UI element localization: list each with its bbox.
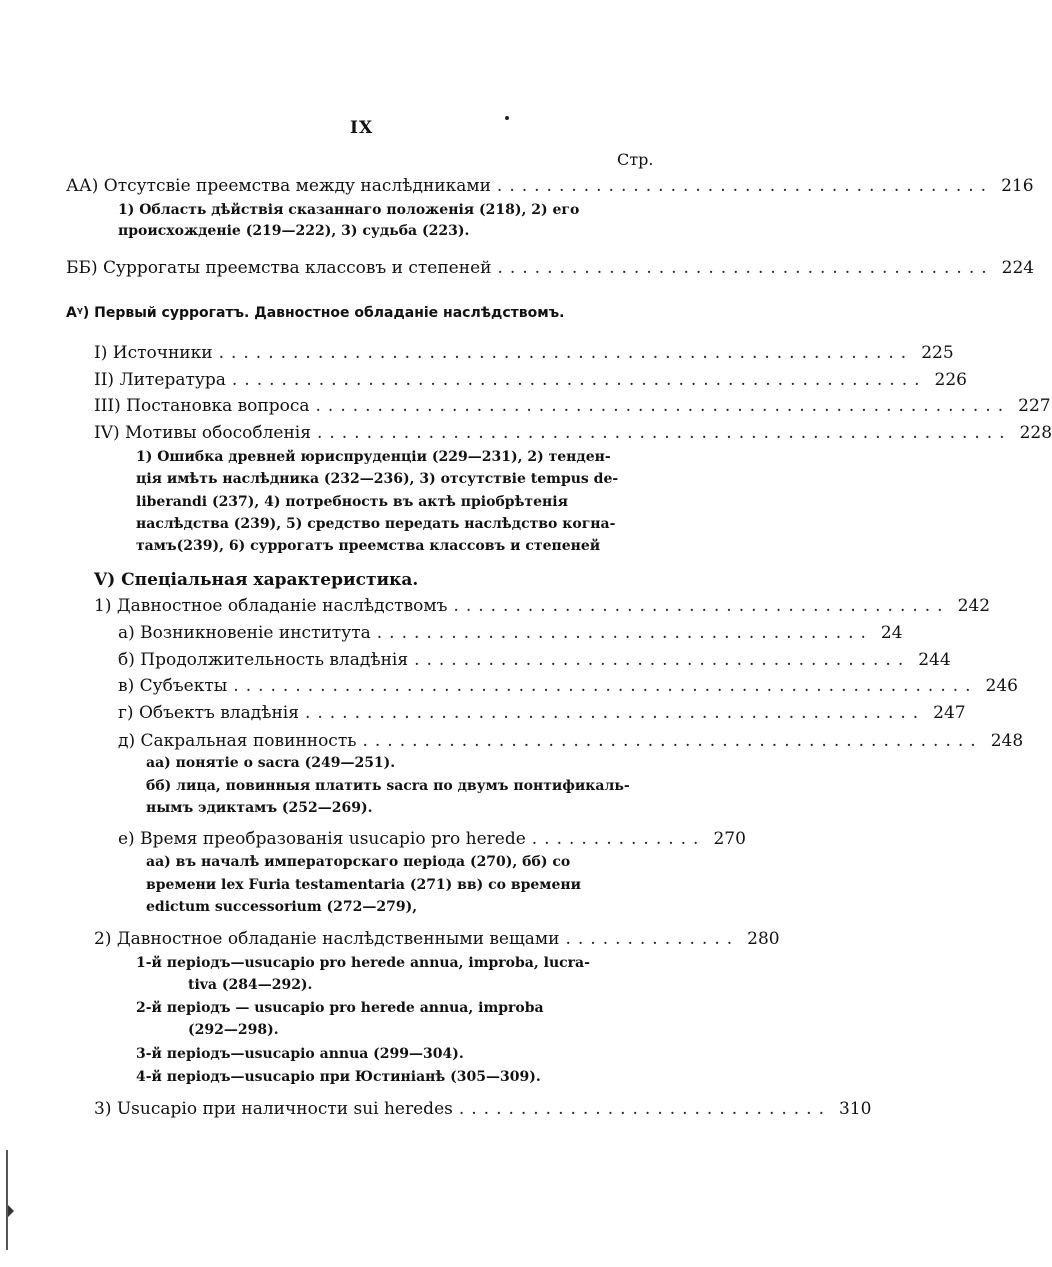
toc-entry-iii (94, 396, 1051, 416)
sub-line: edictum successorium (272—279), (146, 899, 418, 915)
sub-line: 4-й періодъ—usucapio при Юстиніанѣ (305—309). (136, 1069, 541, 1085)
sub-line: бб) лица, повинныя платить sacra по двумъ понтификаль- (146, 778, 630, 794)
entry-title: II) Литература (94, 370, 226, 390)
leader-dots: ........................................ (376, 623, 873, 643)
toc-entry-v2 (94, 929, 780, 949)
leader-dots: ........................................ (497, 258, 994, 278)
leader-dots: .............. (531, 829, 706, 849)
entry-title: д) Сакральная повинность (118, 731, 357, 751)
entry-title: а) Возникновеніе института (118, 623, 371, 643)
entry-page: 247 (933, 703, 966, 723)
ink-speck (505, 116, 509, 120)
entry-title: б) Продолжительность владѣнія (118, 650, 409, 670)
entry-title: I) Источники (94, 343, 213, 363)
entry-page: 228 (1019, 423, 1052, 443)
toc-entry-ve (118, 731, 1024, 751)
toc-entry-aa (66, 176, 1034, 196)
leader-dots: .................................................. (304, 703, 926, 723)
leader-dots: .................................................. (362, 731, 983, 751)
entry-page: 310 (838, 1099, 872, 1119)
entry-page: 270 (713, 829, 746, 849)
page-number: IX (350, 118, 374, 138)
entry-title: АА) Отсутсвіе преемства между наслѣдниками (66, 176, 491, 196)
toc-entry-vd (118, 703, 966, 723)
leader-dots: ............................................................ (233, 676, 978, 696)
entry-page: 242 (957, 596, 991, 616)
sub-line: времени lex Furia testamentaria (271) вв) со времени (146, 877, 581, 893)
toc-entry-bb (66, 258, 1035, 278)
toc-entry-v1 (94, 596, 991, 616)
entry-page: 246 (985, 676, 1018, 696)
toc-entry-v: V) Спеціальная характеристика. (94, 570, 419, 590)
entry-page: 216 (1001, 176, 1034, 196)
margin-binding-line (6, 1150, 8, 1250)
sub-line: наслѣдства (239), 5) средство передать наслѣдство когна- (136, 516, 616, 532)
sub-line: 1) Область дѣйствія сказаннаго положенія (218), 2) его (118, 202, 580, 218)
entry-title: 1) Давностное обладаніе наслѣдствомъ (94, 596, 448, 616)
leader-dots: ........................................ (414, 650, 911, 670)
sub-line: (292—298). (188, 1022, 279, 1038)
sub-line: tiva (284—292). (188, 977, 313, 993)
leader-dots: ........................................ (453, 596, 950, 616)
leader-dots: ........................................................ (218, 343, 914, 363)
entry-title: III) Постановка вопроса (94, 396, 310, 416)
sub-line: нымъ эдиктамъ (252—269). (146, 800, 373, 816)
entry-page: 227 (1018, 396, 1051, 416)
entry-title: 3) Usucapio при наличности sui heredes (94, 1099, 453, 1119)
entry-page: 244 (918, 650, 951, 670)
margin-mark (8, 1205, 14, 1217)
sub-line: 3-й періодъ—usucapio annua (299—304). (136, 1046, 464, 1062)
leader-dots: ........................................................ (231, 370, 927, 390)
leader-dots: ........................................................ (316, 423, 1012, 443)
leader-dots: ........................................ (496, 176, 994, 196)
leader-dots: .............. (565, 929, 740, 949)
leader-dots: .............................. (458, 1099, 831, 1119)
sub-line: аа) понятіе о sacra (249—251). (146, 755, 396, 771)
sub-line: происхожденіе (219—222), 3) судьба (223). (118, 223, 470, 239)
toc-entry-vb (118, 650, 951, 670)
entry-title: в) Субъекты (118, 676, 228, 696)
entry-page: 280 (747, 929, 780, 949)
entry-page: 225 (921, 343, 954, 363)
sub-line: 1) Ошибка древней юриспруденціи (229—231), 2) тенден- (136, 449, 611, 465)
toc-entry-vf (118, 829, 746, 849)
entry-title: ББ) Суррогаты преемства классовъ и степеней (66, 258, 492, 278)
toc-entry-vc (118, 676, 1018, 696)
entry-title: 2) Давностное обладаніе наслѣдственными вещами (94, 929, 560, 949)
entry-page: 24 (880, 623, 903, 643)
sub-line: liberandi (237), 4) потребность въ актѣ пріобрѣтенія (136, 494, 568, 510)
sub-line: 2-й періодъ — usucapio pro herede annua, improba (136, 1000, 544, 1016)
sub-line: ція имѣть наслѣдника (232—236), 3) отсутствіе tempus de- (136, 471, 619, 487)
sub-line: тамъ(239), 6) суррогатъ преемства классовъ и степеней (136, 538, 601, 554)
entry-title: IV) Мотивы обособленія (94, 423, 311, 443)
toc-entry-i (94, 343, 954, 363)
toc-entry-va (118, 623, 903, 643)
toc-entry-iv (94, 423, 1052, 443)
section-heading: Аᵞ) Первый суррогатъ. Давностное обладаніе наслѣдствомъ. (66, 305, 565, 321)
sub-line: 1-й періодъ—usucapio pro herede annua, improba, lucra- (136, 955, 590, 971)
sub-line: аа) въ началѣ императорскаго періода (270), бб) со (146, 854, 571, 870)
entry-title: г) Объектъ владѣнія (118, 703, 299, 723)
toc-entry-v3 (94, 1099, 872, 1119)
entry-page: 224 (1001, 258, 1035, 278)
toc-entry-ii (94, 370, 967, 390)
entry-page: 226 (934, 370, 967, 390)
entry-page: 248 (990, 731, 1024, 751)
entry-title: е) Время преобразованія usucapio pro herede (118, 829, 526, 849)
leader-dots: ........................................................ (315, 396, 1011, 416)
column-header: Стр. (617, 150, 654, 169)
